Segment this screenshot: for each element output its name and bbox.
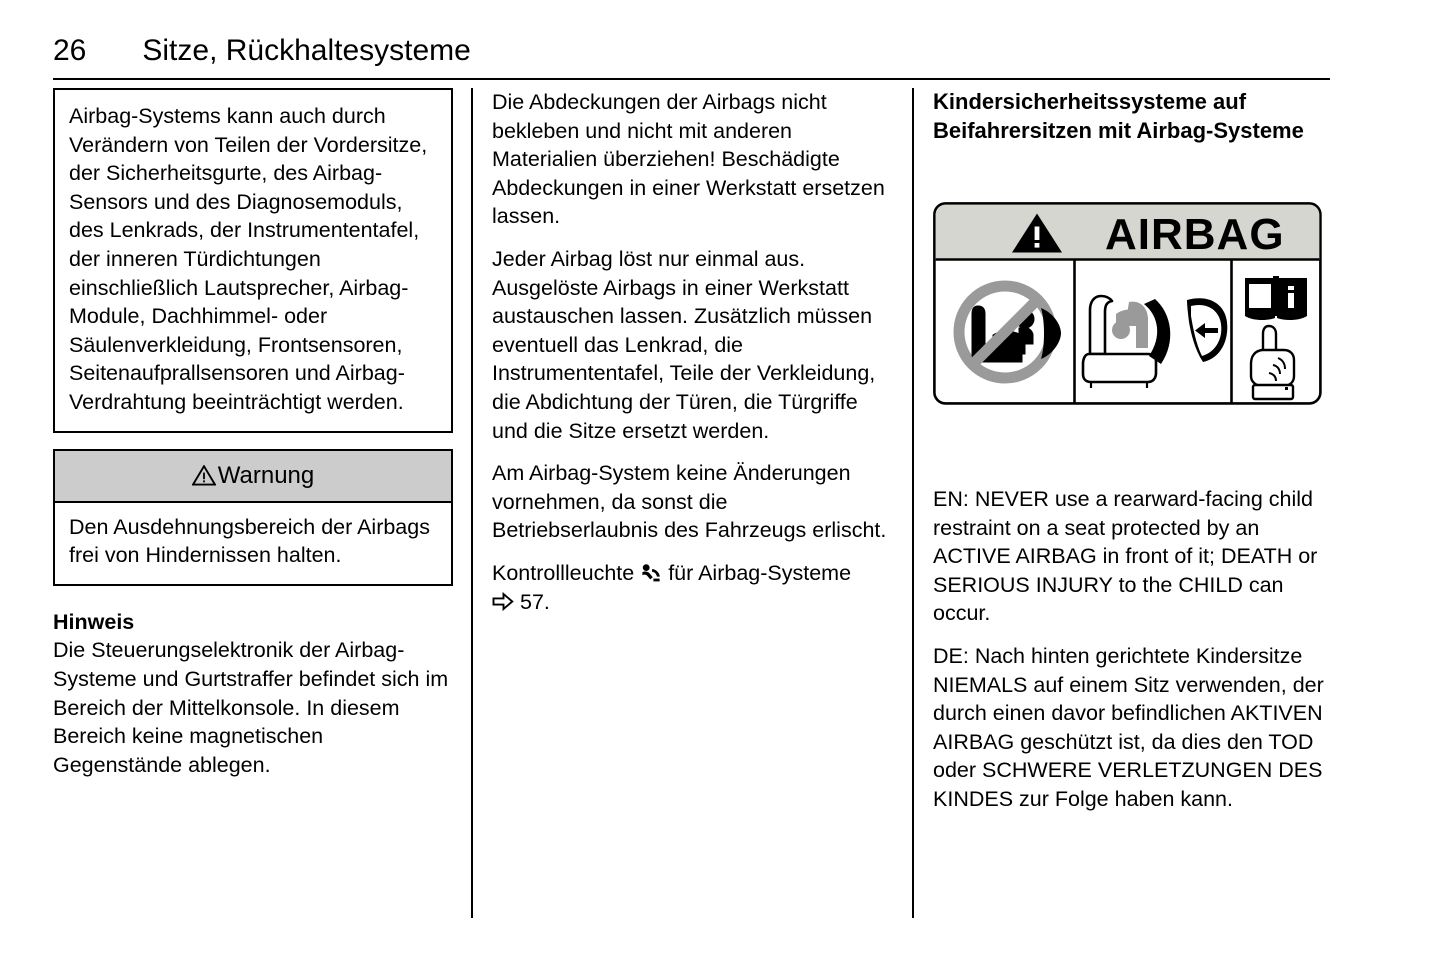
cross-reference-prefix: Kontrollleuchte [492, 560, 635, 585]
cross-reference-page: 57. [519, 589, 550, 614]
airbag-label-text: AIRBAG [1105, 210, 1285, 259]
note-block [53, 608, 453, 780]
column-divider-1 [471, 88, 473, 918]
warning-body [53, 503, 453, 586]
cross-reference-middle: für Airbag-Systeme [668, 560, 852, 585]
column-right [933, 88, 1333, 918]
paragraph-airbag-single-use: Jeder Airbag löst nur einmal aus. Ausgelöste Airbags in einer Werkstatt austauschen lassen. Zusätzlich müssen eventuell das Lenkrad, die Instrumententafel, Teile der Verkleidung, die Abdichtung der Türen, die Türgriffe und die Sitze ersetzt werden. [492, 246, 876, 443]
airbag-indicator-icon [640, 563, 662, 583]
warning-heading: Warnung [217, 461, 315, 489]
warning-text-de: DE: Nach hinten gerichtete Kindersitze NIEMALS auf einem Sitz verwenden, der durch einen davor befindlichen AKTIVEN AIRBAG geschützt ist, da dies den TOD oder SCHWERE VERLETZUNGEN DES KINDES zur Folge haben kann. [933, 643, 1324, 811]
warning-text: Den Ausdehnungsbereich der Airbags frei von Hindernissen halten. [69, 514, 430, 568]
page-number: 26 [53, 34, 87, 67]
section-heading: Kindersicherheitssysteme auf Beifahrersitzen mit Airbag-Systeme [933, 89, 1304, 143]
note-title: Hinweis [53, 609, 135, 634]
cross-reference-line [492, 559, 895, 616]
column-middle [492, 88, 895, 918]
warning-text-en: EN: NEVER use a rearward-facing child restraint on a seat protected by an ACTIVE AIRBAG in front of it; DEATH or SERIOUS INJURY to the CHILD can occur. [933, 487, 1318, 626]
column-left [53, 88, 453, 918]
airbag-warning-label [933, 202, 1322, 405]
airbag-modification-box [53, 88, 453, 433]
paragraph-no-modifications: Am Airbag-System keine Änderungen vornehmen, da sonst die Betriebserlaubnis des Fahrzeugs erlischt. [492, 461, 887, 543]
warning-triangle-icon [192, 465, 216, 486]
warning-block [53, 449, 453, 586]
airbag-modification-text: Airbag-Systems kann auch durch Verändern von Teilen der Vordersitze, der Sicherheitsgurte, des Airbag-Sensors und des Diagnosemoduls, des Lenkrads, der Instrumententafel, der inneren Türdichtungen einschließlich Lautsprecher, Airbag-Module, Dachhimmel- oder Säulenverkleidung, Frontsensoren, Seitenaufprallsensoren und Airbag-Verdrahtung beeinträchtigt werden. [69, 104, 428, 414]
label-translation-texts [933, 485, 1333, 814]
content-columns [0, 88, 1445, 918]
page-header [53, 34, 1330, 80]
page-reference-arrow-icon [492, 592, 514, 611]
warning-header [53, 449, 453, 503]
paragraph-airbag-covers: Die Abdeckungen der Airbags nicht bekleben und nicht mit anderen Materialien überziehen! Beschädigte Abdeckungen in einer Werkstatt ersetzen lassen. [492, 90, 885, 229]
column-divider-2 [912, 88, 914, 918]
manual-book-info-icon [1245, 276, 1307, 320]
page-title: Sitze, Rückhaltesysteme [142, 34, 471, 67]
airbag-label-graphic [933, 202, 1322, 405]
note-text: Die Steuerungselektronik der Airbag-Systeme und Gurtstraffer befindet sich im Bereich der Mittelkonsole. In diesem Bereich keine magnetischen Gegenstände ablegen. [53, 638, 449, 777]
